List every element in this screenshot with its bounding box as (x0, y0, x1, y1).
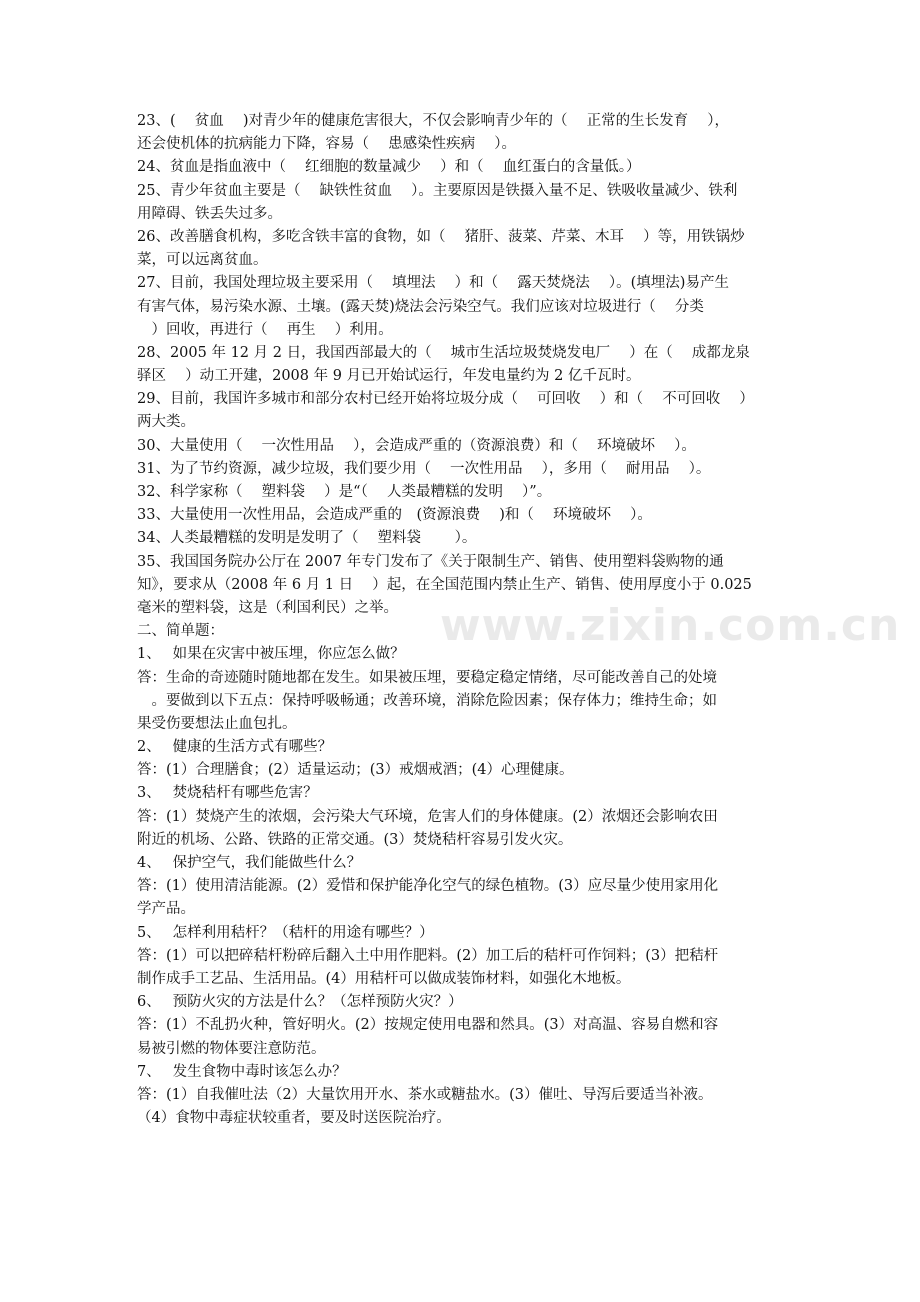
text-line: 24、贫血是指血液中（ 红细胞的数量减少 ）和（ 血红蛋白的含量低。） (137, 159, 641, 176)
text-line: 28、2005 年 12 月 2 日，我国西部最大的（ 城市生活垃圾焚烧发电厂 ）在（ 成都龙泉 (137, 344, 750, 361)
answer-line: 答：(1）使用清洁能源。(2）爱惜和保护能净化空气的绿色植物。(3）应尽量少使用家用化 (137, 878, 719, 895)
text-line: 菜，可以远离贫血。 (137, 252, 268, 269)
question: 2、 健康的生活方式有哪些？ (137, 739, 333, 756)
text-line: 用障碍、铁丢失过多。 (137, 205, 282, 222)
answer-line: 学产品。 (137, 901, 195, 918)
question: 5、 怎样利用秸杆？（秸杆的用途有哪些？） (137, 924, 434, 941)
answer-line: 。要做到以下五点：保持呼吸畅通；改善环境，消除危险因素；保存体力；维持生命；如 (137, 692, 717, 709)
text-line: 29、目前，我国许多城市和部分农村已经开始将垃圾分成（ 可回收 ）和（ 不可回收 ） (137, 391, 754, 408)
question: 7、 发生食物中毒时该怎么办？ (137, 1063, 347, 1080)
answer-line: 答：(1）自我催吐法（2）大量饮用开水、茶水或糖盐水。(3）催吐、导泻后要适当补液。 (137, 1086, 713, 1103)
document-body (137, 110, 787, 1130)
answer-line: （4）食物中毒症状较重者，要及时送医院治疗。 (137, 1110, 451, 1127)
text-line: 33、大量使用一次性用品，会造成严重的 (资源浪费 )和（ 环境破坏 ）。 (137, 507, 652, 524)
question: 4、 保护空气，我们能做些什么？ (137, 855, 362, 871)
text-line: 有害气体，易污染水源、土壤。(露天焚)烧法会污染空气。我们应该对垃圾进行（ 分类 (137, 298, 704, 315)
text-line: 32、科学家称（ 塑料袋 ）是“（ 人类最糟糕的发明 ）”。 (137, 484, 552, 500)
text-line: 26、改善膳食机构，多吃含铁丰富的食物，如（ 猪肝、菠菜、芹菜、木耳 ）等，用铁锅炒 (137, 228, 745, 245)
text-line: 27、目前，我国处理垃圾主要采用（ 填埋法 ）和（ 露天焚烧法 ）。(填埋法)易产生 (137, 275, 729, 292)
text-line: 驿区 ）动工开建，2008 年 9 月已开始试运行，年发电量约为 2 亿千瓦时。 (137, 368, 641, 385)
answer-line: 答：(1）可以把碎秸杆粉碎后翻入土中用作肥料。(2）加工后的秸杆可作饲料；(3）把秸杆 (137, 947, 719, 964)
answer-line: 易被引燃的物体要注意防范。 (137, 1040, 326, 1057)
section-heading: 二、简单题： (137, 623, 224, 640)
question: 1、 如果在灾害中被压埋，你应怎么做？ (137, 646, 405, 663)
text-line: 23、( 贫血 )对青少年的健康危害很大，不仅会影响青少年的（ 正常的生长发育 ）， (137, 113, 729, 129)
text-line: 35、我国国务院办公厅在 2007 年专门发布了《关于限制生产、销售、使用塑料袋购物的通 (137, 553, 724, 570)
text-line: 25、青少年贫血主要是（ 缺铁性贫血 ）。主要原因是铁摄入量不足、铁吸收量减少、铁利 (137, 182, 738, 199)
text-line: 34、人类最糟糕的发明是发明了（ 塑料袋 ）。 (137, 530, 477, 547)
text-line: 还会使机体的抗病能力下降，容易（ 患感染性疾病 ）。 (137, 136, 516, 153)
answer-line: 答：(1）焚烧产生的浓烟，会污染大气环境，危害人们的身体健康。(2）浓烟还会影响农田 (137, 808, 718, 825)
question: 6、 预防火灾的方法是什么？（怎样预防火灾？） (137, 994, 463, 1011)
answer-line: 答：(1）不乱扔火种，管好明火。(2）按规定使用电器和然具。(3）对高温、容易自燃和容 (137, 1017, 719, 1034)
question: 3、 焚烧秸杆有哪些危害？ (137, 785, 318, 802)
answer-line: 答：生命的奇迹随时随地都在发生。如果被压埋，要稳定稳定情绪，尽可能改善自己的处境 (137, 669, 717, 686)
answer-line: 答：(1）合理膳食；(2）适量运动；(3）戒烟戒酒；(4）心理健康。 (137, 762, 574, 779)
answer-line: 附近的机场、公路、铁路的正常交通。(3）焚烧秸杆容易引发火灾。 (137, 831, 573, 848)
text-line: ）回收，再进行（ 再生 ）利用。 (137, 321, 393, 338)
text-line: 知》，要求从（2008 年 6 月 1 日 ）起，在全国范围内禁止生产、销售、使用厚度小于 0.025 (137, 576, 752, 593)
answer-line: 制作成手工艺品、生活用品。(4）用秸杆可以做成装饰材料，如强化木地板。 (137, 970, 631, 987)
text-line: 31、为了节约资源，减少垃圾，我们要少用（ 一次性用品 ），多用（ 耐用品 ）。 (137, 460, 711, 477)
answer-line: 果受伤要想法止血包扎。 (137, 715, 297, 732)
watermark: www.zixin.com.cn (440, 600, 901, 651)
text-line: 毫米的塑料袋，这是（利国利民）之举。 (137, 599, 398, 616)
text-line: 30、大量使用（ 一次性用品 ），会造成严重的（资源浪费）和（ 环境破坏 ）。 (137, 437, 696, 454)
text-line: 两大类。 (137, 414, 195, 431)
